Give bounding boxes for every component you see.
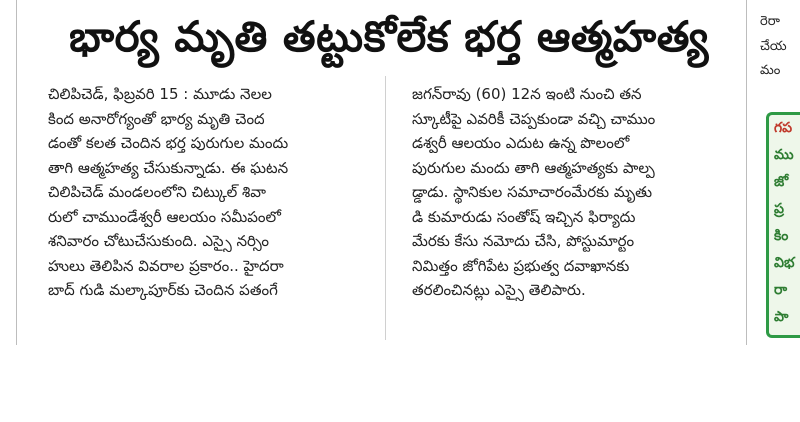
box-line: ప్ర [774,201,784,217]
box-line: రా [774,282,788,298]
fragment-line: మం [760,63,781,78]
box-line: ము [774,147,794,163]
article-line: శనివారం చోటుచేసుకుంది. ఎస్సై నర్సిం [48,232,269,250]
article-line: డి కుమారుడు సంతోష్ ఇచ్చిన ఫిర్యాదు [412,207,636,226]
column-gutter-rule [385,76,386,340]
box-line: గప [774,120,793,136]
fragment-line: చేయ [760,38,787,54]
adjacent-article-fragment [760,6,800,80]
article-line: తాగి ఆత్మహత్య చేసుకున్నాడు. ఈ ఘటన [48,158,289,177]
article-line: స్కూటీపై ఎవరికీ చెప్పకుండా వచ్చి చాముం [412,109,656,128]
article-line: చిలిపిచెడ్, ఫిబ్రవరి 15 : మూడు నెలల [48,85,272,103]
article-line: డంతో కలత చెందిన భర్త పురుగుల మందు [48,134,289,152]
article-line: బాద్ గుడి మల్కాపూర్‌కు చెందిన పతంగే [48,281,278,299]
box-line: జో [774,174,789,190]
article-line: డ్డాడు. స్థానికుల సమాచారంమేరకు మృతు [412,183,653,201]
box-line: పా [774,309,789,325]
article-line: కింద అనారోగ్యంతో భార్య మృతి చెంద [48,109,265,128]
article-line: పురుగుల మందు తాగి ఆత్మహత్యకు పాల్ప [412,158,655,177]
article-line: మేరకు కేసు నమోదు చేసి, పోస్టుమార్టం [412,232,635,250]
left-column-rule [16,0,17,345]
box-line: విభ [774,255,795,271]
box-line: కిం [774,228,789,244]
article-line: చిలిపిచెడ్ మండలంలోని చిట్కుల్ శివా [48,183,267,201]
article-line: జగన్‌రావు (60) 12న ఇంటి నుంచి తన [412,85,642,103]
article-line: డశ్వరీ ఆలయం ఎదుట ఉన్న పొలంలో [412,134,630,152]
fragment-line: రెరా [760,14,780,29]
article-line: తరలించినట్లు ఎస్సై తెలిపారు. [412,281,586,299]
article-column-right [412,82,724,303]
article-column-left [48,82,358,303]
article-headline: భార్య మృతి తట్టుకోలేక భర్త ఆత్మహత్య [69,12,709,61]
article-line: హులు తెలిపిన వివరాల ప్రకారం.. హైదరా [48,256,284,275]
article-line: రులో చాముండేశ్వరీ ఆలయం సమీపంలో [48,207,281,226]
article-line: నిమిత్తం జోగిపేట ప్రభుత్వ దవాఖానకు [412,256,630,275]
adjacent-boxed-item [766,112,800,338]
right-column-rule [746,0,747,345]
